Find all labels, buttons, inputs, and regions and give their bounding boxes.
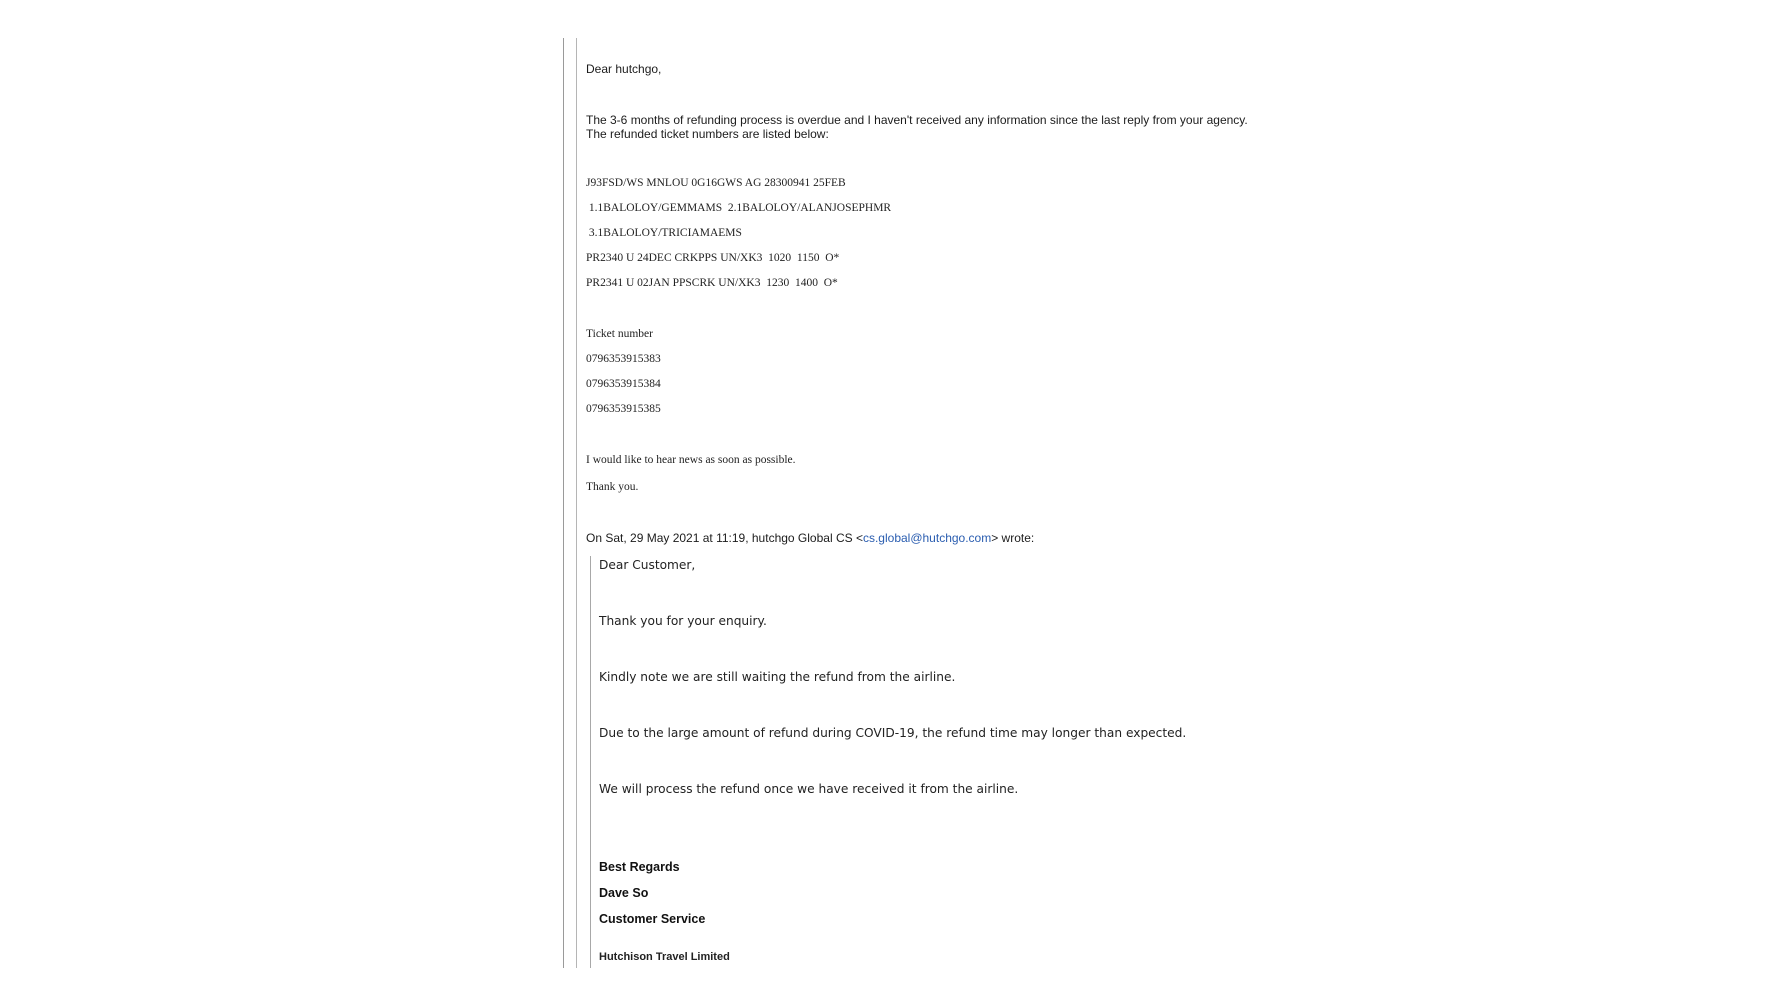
booking-passengers-line-2: 3.1BALOLOY/TRICIAMAEMS	[586, 227, 742, 239]
ticket-number: 0796353915383	[586, 353, 661, 365]
email-closing-line: I would like to hear news as soon as possible.	[586, 454, 796, 466]
booking-flight-1: PR2340 U 24DEC CRKPPS UN/XK3 1020 1150 O*	[586, 252, 840, 264]
email-greeting: Dear hutchgo,	[586, 62, 662, 76]
quoted-line-3: Due to the large amount of refund during COVID-19, the refund time may longer than expected.	[599, 726, 1187, 740]
quote-border-inner	[576, 38, 577, 968]
booking-flight-2: PR2341 U 02JAN PPSCRK UN/XK3 1230 1400 O*	[586, 277, 838, 289]
ticket-number: 0796353915384	[586, 378, 661, 390]
quote-header-suffix: > wrote:	[991, 531, 1035, 545]
booking-passengers-line-1: 1.1BALOLOY/GEMMAMS 2.1BALOLOY/ALANJOSEPHMR	[586, 202, 892, 214]
signature-name: Dave So	[599, 886, 649, 900]
quoted-greeting: Dear Customer,	[599, 558, 696, 572]
email-body-line-2: The refunded ticket numbers are listed below:	[586, 127, 829, 141]
quote-header	[586, 531, 1034, 545]
signature-signoff: Best Regards	[599, 860, 680, 874]
quote-border-outer	[563, 38, 564, 968]
quoted-line-2: Kindly note we are still waiting the refund from the airline.	[599, 670, 956, 684]
signature-company: Hutchison Travel Limited	[599, 951, 730, 963]
quoted-line-1: Thank you for your enquiry.	[599, 614, 767, 628]
nested-quote-border	[590, 556, 591, 968]
quote-header-prefix: On Sat, 29 May 2021 at 11:19, hutchgo Global CS <	[586, 531, 863, 545]
tickets-heading: Ticket number	[586, 328, 653, 340]
email-thanks: Thank you.	[586, 481, 639, 493]
quote-header-email-link[interactable]: cs.global@hutchgo.com	[862, 531, 992, 545]
booking-pnr-line: J93FSD/WS MNLOU 0G16GWS AG 28300941 25FEB	[586, 177, 846, 189]
signature-department: Customer Service	[599, 912, 706, 926]
quoted-line-4: We will process the refund once we have received it from the airline.	[599, 782, 1019, 796]
email-body-line-1: The 3-6 months of refunding process is overdue and I haven't received any information since the last reply from your agency.	[586, 113, 1248, 127]
ticket-number: 0796353915385	[586, 403, 661, 415]
